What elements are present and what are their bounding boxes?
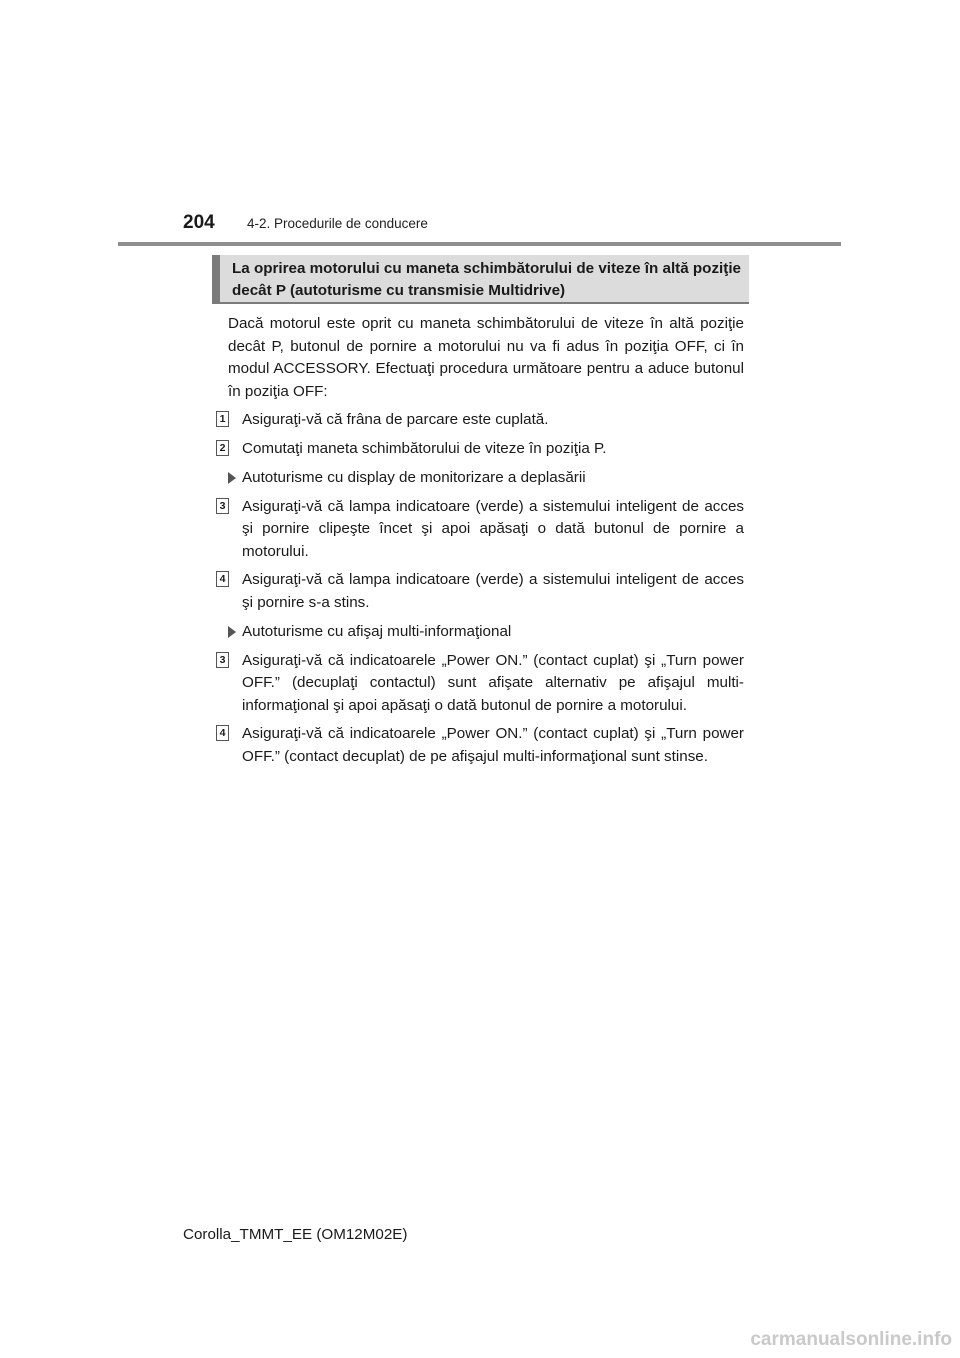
variant-b-step-4 <box>219 723 744 768</box>
page-footer: Corolla_TMMT_EE (OM12M02E) <box>183 1226 408 1243</box>
step-number-badge: 4 <box>216 725 229 741</box>
variant-b-heading <box>228 621 744 644</box>
step-text: Asiguraţi-vă că indicatoarele „Power ON.” (contact cuplat) şi „Turn power OFF.” (contact decuplat) de pe afişajul multi-informaţional sunt stinse. <box>242 725 744 765</box>
variant-label: Autoturisme cu display de monitorizare a deplasării <box>242 469 586 486</box>
step-1 <box>219 409 744 432</box>
step-text: Asiguraţi-vă că indicatoarele „Power ON.” (contact cuplat) şi „Turn power OFF.” (decuplaţi contactul) sunt afişate alternativ pe afişajul multi-informaţional şi apoi apăsaţi o dată butonul de pornire a motorului. <box>242 651 744 714</box>
section-title: La oprirea motorului cu maneta schimbătorului de viteze în altă poziţie decât P (autoturisme cu transmisie Multidrive) <box>232 260 741 299</box>
variant-b-step-3 <box>219 650 744 718</box>
step-number-badge: 3 <box>216 652 229 668</box>
page-header <box>183 212 428 234</box>
triangle-bullet-icon <box>228 472 236 484</box>
step-text: Asiguraţi-vă că frâna de parcare este cuplată. <box>242 411 549 428</box>
step-text: Asiguraţi-vă că lampa indicatoare (verde) a sistemului inteligent de acces şi pornire clipeşte încet şi apoi apăsaţi o dată butonul de pornire a motorului. <box>242 497 744 560</box>
step-text: Asiguraţi-vă că lampa indicatoare (verde) a sistemului inteligent de acces şi pornire s-a stins. <box>242 571 744 611</box>
variant-a-step-3 <box>219 496 744 564</box>
intro-paragraph: Dacă motorul este oprit cu maneta schimbătorului de viteze în altă poziţie decât P, butonul de pornire a motorului nu va fi adus în poziţia OFF, ci în modul ACCESSORY. Efectuaţi procedura următoare pentru a aduce butonul în poziţia OFF: <box>228 315 744 400</box>
section-title-box <box>212 255 749 304</box>
triangle-bullet-icon <box>228 626 236 638</box>
step-text: Comutaţi maneta schimbătorului de viteze în poziţia P. <box>242 439 607 457</box>
variant-label: Autoturisme cu afişaj multi-informaţional <box>242 623 512 640</box>
chapter-title: 4-2. Procedurile de conducere <box>247 216 428 231</box>
watermark: carmanualsonline.info <box>750 1329 952 1350</box>
variant-a-step-4 <box>219 569 744 614</box>
step-2 <box>219 438 744 461</box>
step-number-badge: 3 <box>216 498 229 514</box>
page-number: 204 <box>183 212 215 233</box>
main-content <box>219 313 744 768</box>
header-rule <box>118 242 841 246</box>
step-number-badge: 4 <box>216 571 229 587</box>
step-number-badge: 1 <box>216 411 229 427</box>
variant-a-heading <box>228 467 744 490</box>
step-number-badge: 2 <box>216 440 229 456</box>
